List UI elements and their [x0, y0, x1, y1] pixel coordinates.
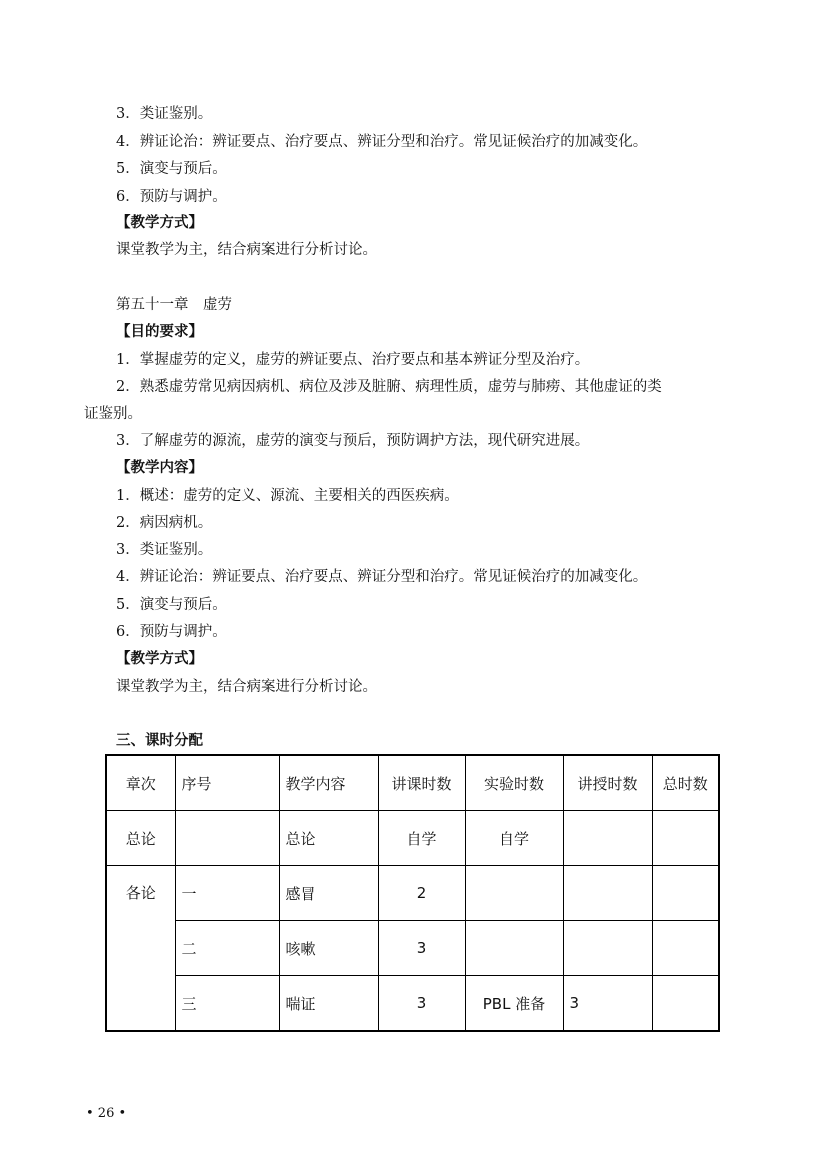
table-cell: 二 [175, 921, 279, 976]
header-cell: 实验时数 [465, 755, 563, 811]
table-cell: 总论 [279, 811, 378, 866]
table-cell: 3 [563, 976, 652, 1032]
table-cell [563, 866, 652, 921]
list-item: 3．类证鉴别。 [116, 106, 213, 122]
goal-item: 2．熟悉虚劳常见病因病机、病位及涉及脏腑、病理性质，虚劳与肺痨、其他虚证的类 [116, 379, 662, 395]
header-cell: 总时数 [652, 755, 719, 811]
section-title: 三、课时分配 [116, 733, 203, 749]
table-cell: 喘证 [279, 976, 378, 1032]
content-item: 6．预防与调护。 [116, 624, 227, 640]
content-item: 1．概述：虚劳的定义、源流、主要相关的西医疾病。 [116, 488, 459, 504]
table-cell: 各论 [106, 866, 175, 1032]
content-item: 2．病因病机。 [116, 515, 213, 531]
table-cell [652, 976, 719, 1032]
table-row [106, 866, 719, 921]
content-heading: 【教学内容】 [116, 460, 203, 476]
method-heading: 【教学方式】 [116, 215, 203, 231]
table-cell: 3 [378, 921, 465, 976]
header-cell: 讲授时数 [563, 755, 652, 811]
table-cell [652, 866, 719, 921]
table-cell: 三 [175, 976, 279, 1032]
goal-heading: 【目的要求】 [116, 324, 203, 340]
table-cell: 咳嗽 [279, 921, 378, 976]
header-cell: 序号 [175, 755, 279, 811]
table-row [106, 976, 719, 1032]
list-item: 5．演变与预后。 [116, 161, 227, 177]
table-cell: 2 [378, 866, 465, 921]
table-cell: 3 [378, 976, 465, 1032]
table-cell [563, 811, 652, 866]
goal-item: 1．掌握虚劳的定义，虚劳的辨证要点、治疗要点和基本辨证分型及治疗。 [116, 352, 590, 368]
table-cell [652, 921, 719, 976]
table-cell: 感冒 [279, 866, 378, 921]
table-cell [465, 921, 563, 976]
list-item: 6．预防与调护。 [116, 189, 227, 205]
method-text: 课堂教学为主，结合病案进行分析讨论。 [116, 242, 377, 258]
table-cell: PBL 准备 [465, 976, 563, 1032]
goal-item-continuation: 证鉴别。 [84, 406, 142, 422]
table-cell [175, 811, 279, 866]
header-cell: 讲课时数 [378, 755, 465, 811]
content-item: 4．辨证论治：辨证要点、治疗要点、辨证分型和治疗。常见证候治疗的加减变化。 [116, 569, 648, 585]
table-cell [563, 921, 652, 976]
header-cell: 教学内容 [279, 755, 378, 811]
goal-item: 3．了解虚劳的源流，虚劳的演变与预后，预防调护方法，现代研究进展。 [116, 433, 590, 449]
list-item: 4．辨证论治：辨证要点、治疗要点、辨证分型和治疗。常见证候治疗的加减变化。 [116, 134, 648, 150]
method-heading: 【教学方式】 [116, 651, 203, 667]
table-cell: 总论 [106, 811, 175, 866]
hours-table [105, 754, 720, 1032]
header-cell: 章次 [106, 755, 175, 811]
content-item: 3．类证鉴别。 [116, 542, 213, 558]
table-row [106, 921, 719, 976]
table-cell: 自学 [378, 811, 465, 866]
table-cell [465, 866, 563, 921]
chapter-title: 第五十一章 虚劳 [116, 297, 232, 313]
table-header-row [106, 755, 719, 811]
method-text: 课堂教学为主，结合病案进行分析讨论。 [116, 679, 377, 695]
table-row [106, 811, 719, 866]
table-cell: 一 [175, 866, 279, 921]
table-cell [652, 811, 719, 866]
table-cell: 自学 [465, 811, 563, 866]
page-number: • 26 • [86, 1106, 127, 1121]
content-item: 5．演变与预后。 [116, 597, 227, 613]
